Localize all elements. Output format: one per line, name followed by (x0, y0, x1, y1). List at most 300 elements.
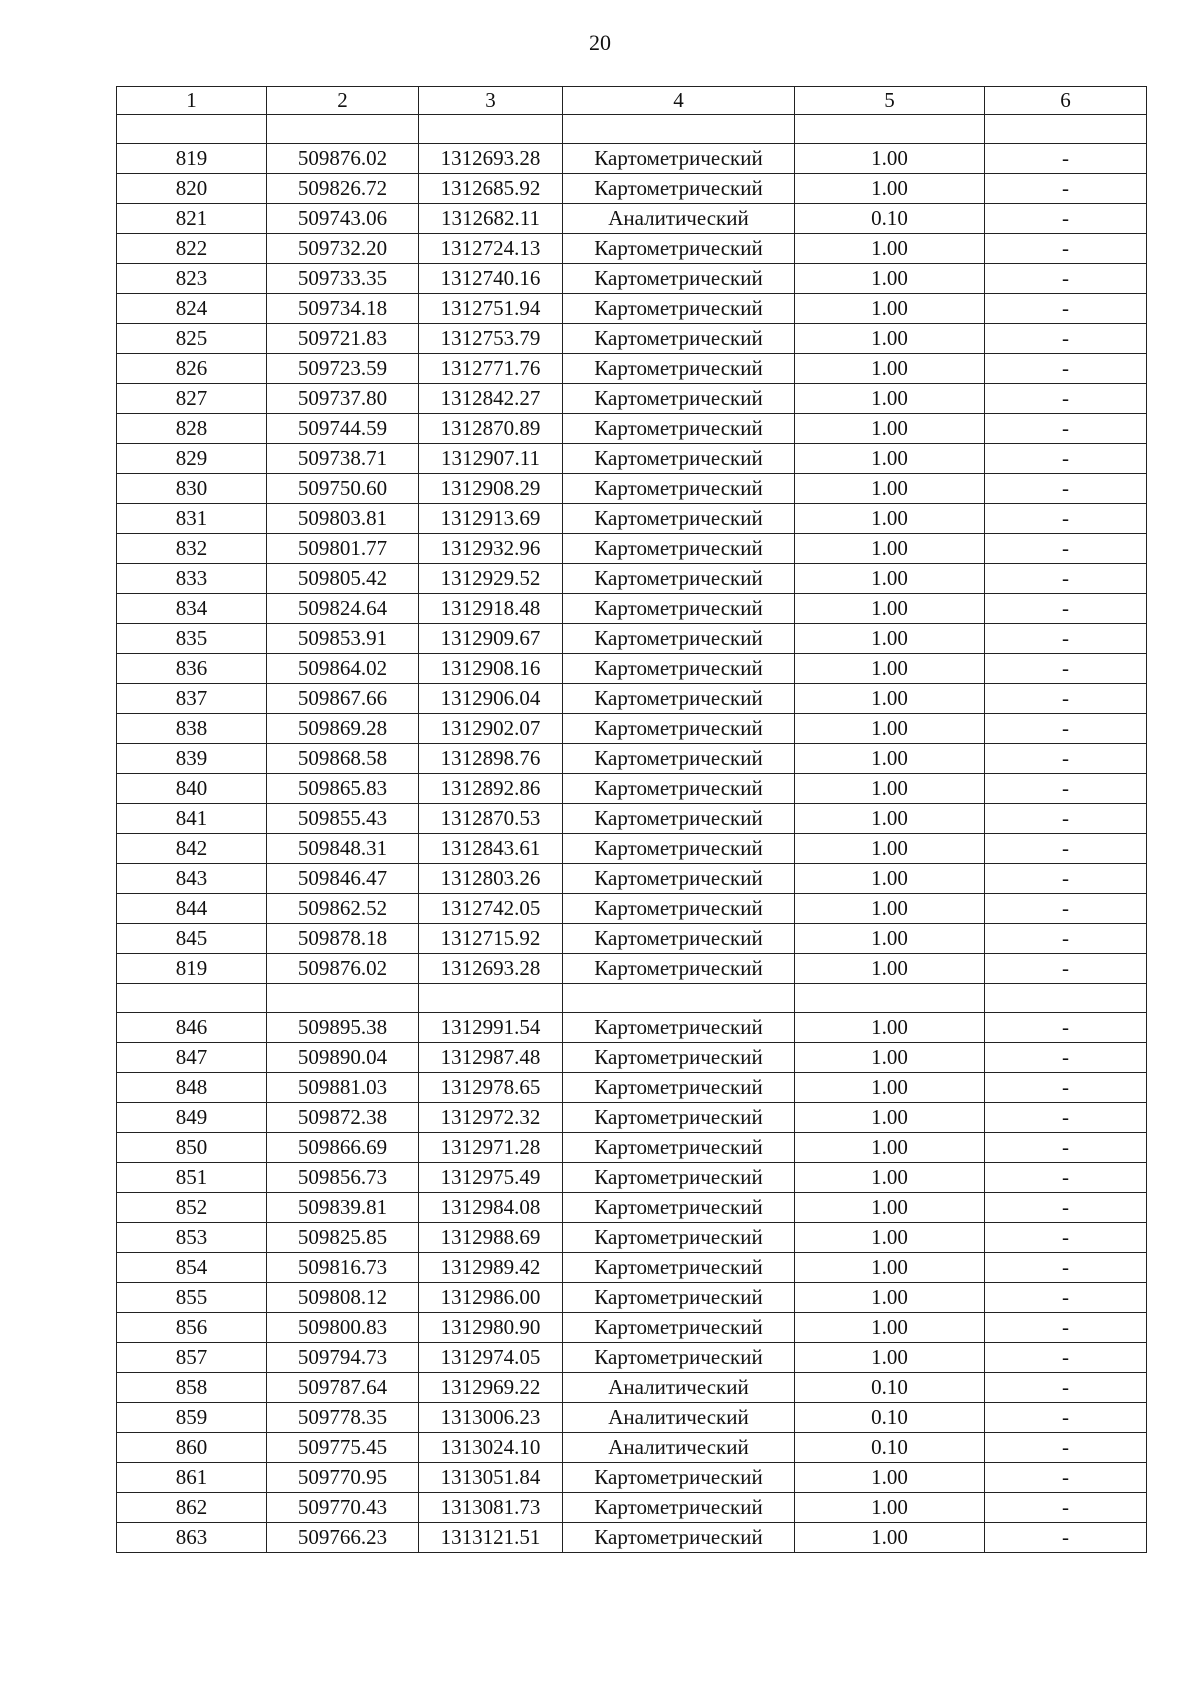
description-cell: - (985, 384, 1147, 414)
description-cell: - (985, 534, 1147, 564)
y-coordinate-cell: 1312724.13 (419, 234, 563, 264)
accuracy-cell: 1.00 (795, 174, 985, 204)
y-coordinate-cell: 1312908.16 (419, 654, 563, 684)
coordinates-table (116, 86, 1147, 1553)
point-number-cell: 832 (117, 534, 267, 564)
method-cell: Картометрический (563, 1013, 795, 1043)
empty-cell (795, 984, 985, 1013)
description-cell: - (985, 1313, 1147, 1343)
point-number-cell: 822 (117, 234, 267, 264)
point-number-cell: 819 (117, 144, 267, 174)
x-coordinate-cell: 509734.18 (267, 294, 419, 324)
table-row (117, 924, 1147, 954)
method-cell: Картометрический (563, 174, 795, 204)
point-number-cell: 839 (117, 744, 267, 774)
y-coordinate-cell: 1313051.84 (419, 1463, 563, 1493)
method-cell: Картометрический (563, 504, 795, 534)
x-coordinate-cell: 509738.71 (267, 444, 419, 474)
accuracy-cell: 1.00 (795, 744, 985, 774)
accuracy-cell: 1.00 (795, 444, 985, 474)
description-cell: - (985, 1493, 1147, 1523)
description-cell: - (985, 444, 1147, 474)
method-cell: Аналитический (563, 1373, 795, 1403)
method-cell: Картометрический (563, 654, 795, 684)
table-row (117, 744, 1147, 774)
description-cell: - (985, 144, 1147, 174)
x-coordinate-cell: 509866.69 (267, 1133, 419, 1163)
table-row (117, 594, 1147, 624)
point-number-cell: 845 (117, 924, 267, 954)
description-cell: - (985, 624, 1147, 654)
point-number-cell: 859 (117, 1403, 267, 1433)
accuracy-cell: 1.00 (795, 534, 985, 564)
y-coordinate-cell: 1312892.86 (419, 774, 563, 804)
y-coordinate-cell: 1312771.76 (419, 354, 563, 384)
y-coordinate-cell: 1312685.92 (419, 174, 563, 204)
point-number-cell: 856 (117, 1313, 267, 1343)
table-row (117, 1163, 1147, 1193)
x-coordinate-cell: 509721.83 (267, 324, 419, 354)
table-row (117, 1523, 1147, 1553)
table-row (117, 174, 1147, 204)
x-coordinate-cell: 509848.31 (267, 834, 419, 864)
point-number-cell: 862 (117, 1493, 267, 1523)
table-row (117, 864, 1147, 894)
x-coordinate-cell: 509826.72 (267, 174, 419, 204)
y-coordinate-cell: 1312682.11 (419, 204, 563, 234)
point-number-cell: 836 (117, 654, 267, 684)
y-coordinate-cell: 1312842.27 (419, 384, 563, 414)
method-cell: Картометрический (563, 234, 795, 264)
method-cell: Картометрический (563, 834, 795, 864)
table-row (117, 684, 1147, 714)
y-coordinate-cell: 1312975.49 (419, 1163, 563, 1193)
y-coordinate-cell: 1312693.28 (419, 144, 563, 174)
point-number-cell: 842 (117, 834, 267, 864)
section-separator-row (117, 984, 1147, 1013)
accuracy-cell: 0.10 (795, 204, 985, 234)
method-cell: Картометрический (563, 684, 795, 714)
y-coordinate-cell: 1312989.42 (419, 1253, 563, 1283)
table-row (117, 204, 1147, 234)
point-number-cell: 837 (117, 684, 267, 714)
point-number-cell: 851 (117, 1163, 267, 1193)
y-coordinate-cell: 1312870.89 (419, 414, 563, 444)
method-cell: Картометрический (563, 804, 795, 834)
y-coordinate-cell: 1312906.04 (419, 684, 563, 714)
header-cell-2: 2 (267, 87, 419, 115)
y-coordinate-cell: 1312740.16 (419, 264, 563, 294)
method-cell: Картометрический (563, 384, 795, 414)
x-coordinate-cell: 509743.06 (267, 204, 419, 234)
point-number-cell: 863 (117, 1523, 267, 1553)
coordinates-table-body (117, 87, 1147, 1553)
description-cell: - (985, 474, 1147, 504)
description-cell: - (985, 1523, 1147, 1553)
method-cell: Картометрический (563, 1463, 795, 1493)
method-cell: Картометрический (563, 444, 795, 474)
x-coordinate-cell: 509878.18 (267, 924, 419, 954)
description-cell: - (985, 684, 1147, 714)
description-cell: - (985, 414, 1147, 444)
x-coordinate-cell: 509876.02 (267, 954, 419, 984)
empty-cell (267, 984, 419, 1013)
x-coordinate-cell: 509867.66 (267, 684, 419, 714)
x-coordinate-cell: 509737.80 (267, 384, 419, 414)
accuracy-cell: 1.00 (795, 774, 985, 804)
point-number-cell: 841 (117, 804, 267, 834)
accuracy-cell: 1.00 (795, 414, 985, 444)
method-cell: Картометрический (563, 1193, 795, 1223)
description-cell: - (985, 1463, 1147, 1493)
y-coordinate-cell: 1312984.08 (419, 1193, 563, 1223)
x-coordinate-cell: 509805.42 (267, 564, 419, 594)
y-coordinate-cell: 1312991.54 (419, 1013, 563, 1043)
description-cell: - (985, 834, 1147, 864)
empty-cell (117, 115, 267, 144)
accuracy-cell: 1.00 (795, 564, 985, 594)
point-number-cell: 827 (117, 384, 267, 414)
point-number-cell: 861 (117, 1463, 267, 1493)
accuracy-cell: 1.00 (795, 1523, 985, 1553)
method-cell: Картометрический (563, 1493, 795, 1523)
empty-cell (795, 115, 985, 144)
method-cell: Картометрический (563, 534, 795, 564)
method-cell: Картометрический (563, 294, 795, 324)
x-coordinate-cell: 509864.02 (267, 654, 419, 684)
header-cell-3: 3 (419, 87, 563, 115)
table-row (117, 1133, 1147, 1163)
point-number-cell: 823 (117, 264, 267, 294)
x-coordinate-cell: 509770.43 (267, 1493, 419, 1523)
empty-cell (419, 984, 563, 1013)
x-coordinate-cell: 509744.59 (267, 414, 419, 444)
y-coordinate-cell: 1313024.10 (419, 1433, 563, 1463)
accuracy-cell: 1.00 (795, 144, 985, 174)
method-cell: Картометрический (563, 564, 795, 594)
accuracy-cell: 1.00 (795, 1313, 985, 1343)
point-number-cell: 831 (117, 504, 267, 534)
y-coordinate-cell: 1312751.94 (419, 294, 563, 324)
description-cell: - (985, 1103, 1147, 1133)
table-row (117, 1493, 1147, 1523)
description-cell: - (985, 264, 1147, 294)
point-number-cell: 847 (117, 1043, 267, 1073)
method-cell: Картометрический (563, 894, 795, 924)
point-number-cell: 857 (117, 1343, 267, 1373)
description-cell: - (985, 234, 1147, 264)
x-coordinate-cell: 509733.35 (267, 264, 419, 294)
accuracy-cell: 1.00 (795, 324, 985, 354)
table-row (117, 1343, 1147, 1373)
point-number-cell: 855 (117, 1283, 267, 1313)
method-cell: Картометрический (563, 324, 795, 354)
table-row (117, 1043, 1147, 1073)
table-row (117, 264, 1147, 294)
accuracy-cell: 1.00 (795, 294, 985, 324)
point-number-cell: 858 (117, 1373, 267, 1403)
y-coordinate-cell: 1312988.69 (419, 1223, 563, 1253)
header-cell-5: 5 (795, 87, 985, 115)
y-coordinate-cell: 1312909.67 (419, 624, 563, 654)
table-row (117, 324, 1147, 354)
header-cell-1: 1 (117, 87, 267, 115)
accuracy-cell: 1.00 (795, 1163, 985, 1193)
x-coordinate-cell: 509839.81 (267, 1193, 419, 1223)
method-cell: Картометрический (563, 144, 795, 174)
method-cell: Картометрический (563, 1523, 795, 1553)
point-number-cell: 835 (117, 624, 267, 654)
point-number-cell: 819 (117, 954, 267, 984)
x-coordinate-cell: 509846.47 (267, 864, 419, 894)
method-cell: Картометрический (563, 1043, 795, 1073)
accuracy-cell: 1.00 (795, 1043, 985, 1073)
x-coordinate-cell: 509881.03 (267, 1073, 419, 1103)
description-cell: - (985, 1223, 1147, 1253)
accuracy-cell: 1.00 (795, 894, 985, 924)
method-cell: Аналитический (563, 1433, 795, 1463)
header-row (117, 87, 1147, 115)
y-coordinate-cell: 1312902.07 (419, 714, 563, 744)
x-coordinate-cell: 509766.23 (267, 1523, 419, 1553)
y-coordinate-cell: 1312932.96 (419, 534, 563, 564)
empty-cell (267, 115, 419, 144)
y-coordinate-cell: 1312980.90 (419, 1313, 563, 1343)
description-cell: - (985, 1433, 1147, 1463)
accuracy-cell: 1.00 (795, 1073, 985, 1103)
method-cell: Картометрический (563, 864, 795, 894)
accuracy-cell: 1.00 (795, 1253, 985, 1283)
description-cell: - (985, 1043, 1147, 1073)
accuracy-cell: 1.00 (795, 684, 985, 714)
point-number-cell: 826 (117, 354, 267, 384)
accuracy-cell: 1.00 (795, 1463, 985, 1493)
method-cell: Картометрический (563, 264, 795, 294)
x-coordinate-cell: 509750.60 (267, 474, 419, 504)
table-row (117, 144, 1147, 174)
method-cell: Картометрический (563, 624, 795, 654)
accuracy-cell: 1.00 (795, 834, 985, 864)
method-cell: Картометрический (563, 1223, 795, 1253)
x-coordinate-cell: 509865.83 (267, 774, 419, 804)
description-cell: - (985, 1193, 1147, 1223)
accuracy-cell: 1.00 (795, 264, 985, 294)
y-coordinate-cell: 1312974.05 (419, 1343, 563, 1373)
x-coordinate-cell: 509853.91 (267, 624, 419, 654)
x-coordinate-cell: 509862.52 (267, 894, 419, 924)
x-coordinate-cell: 509787.64 (267, 1373, 419, 1403)
point-number-cell: 838 (117, 714, 267, 744)
x-coordinate-cell: 509825.85 (267, 1223, 419, 1253)
y-coordinate-cell: 1313081.73 (419, 1493, 563, 1523)
y-coordinate-cell: 1312907.11 (419, 444, 563, 474)
x-coordinate-cell: 509869.28 (267, 714, 419, 744)
method-cell: Аналитический (563, 204, 795, 234)
description-cell: - (985, 1073, 1147, 1103)
x-coordinate-cell: 509868.58 (267, 744, 419, 774)
method-cell: Картометрический (563, 744, 795, 774)
table-row (117, 894, 1147, 924)
point-number-cell: 852 (117, 1193, 267, 1223)
y-coordinate-cell: 1312803.26 (419, 864, 563, 894)
y-coordinate-cell: 1312978.65 (419, 1073, 563, 1103)
empty-cell (563, 115, 795, 144)
table-row (117, 474, 1147, 504)
table-row (117, 1223, 1147, 1253)
y-coordinate-cell: 1312715.92 (419, 924, 563, 954)
empty-cell (985, 115, 1147, 144)
y-coordinate-cell: 1313006.23 (419, 1403, 563, 1433)
method-cell: Картометрический (563, 1313, 795, 1343)
description-cell: - (985, 804, 1147, 834)
accuracy-cell: 1.00 (795, 1343, 985, 1373)
point-number-cell: 844 (117, 894, 267, 924)
method-cell: Картометрический (563, 1103, 795, 1133)
accuracy-cell: 1.00 (795, 354, 985, 384)
description-cell: - (985, 174, 1147, 204)
point-number-cell: 834 (117, 594, 267, 624)
y-coordinate-cell: 1312870.53 (419, 804, 563, 834)
accuracy-cell: 1.00 (795, 594, 985, 624)
x-coordinate-cell: 509855.43 (267, 804, 419, 834)
accuracy-cell: 1.00 (795, 804, 985, 834)
description-cell: - (985, 354, 1147, 384)
accuracy-cell: 1.00 (795, 234, 985, 264)
accuracy-cell: 1.00 (795, 864, 985, 894)
description-cell: - (985, 954, 1147, 984)
method-cell: Картометрический (563, 474, 795, 504)
description-cell: - (985, 204, 1147, 234)
description-cell: - (985, 774, 1147, 804)
description-cell: - (985, 1283, 1147, 1313)
table-row (117, 804, 1147, 834)
x-coordinate-cell: 509800.83 (267, 1313, 419, 1343)
description-cell: - (985, 1163, 1147, 1193)
y-coordinate-cell: 1312753.79 (419, 324, 563, 354)
description-cell: - (985, 924, 1147, 954)
point-number-cell: 833 (117, 564, 267, 594)
accuracy-cell: 0.10 (795, 1433, 985, 1463)
table-row (117, 414, 1147, 444)
method-cell: Картометрический (563, 1133, 795, 1163)
y-coordinate-cell: 1312972.32 (419, 1103, 563, 1133)
description-cell: - (985, 864, 1147, 894)
description-cell: - (985, 324, 1147, 354)
method-cell: Картометрический (563, 1253, 795, 1283)
point-number-cell: 824 (117, 294, 267, 324)
method-cell: Картометрический (563, 414, 795, 444)
table-row (117, 384, 1147, 414)
x-coordinate-cell: 509824.64 (267, 594, 419, 624)
accuracy-cell: 1.00 (795, 474, 985, 504)
table-row (117, 1283, 1147, 1313)
description-cell: - (985, 504, 1147, 534)
table-row (117, 1373, 1147, 1403)
empty-cell (563, 984, 795, 1013)
accuracy-cell: 0.10 (795, 1373, 985, 1403)
description-cell: - (985, 294, 1147, 324)
table-row (117, 1013, 1147, 1043)
accuracy-cell: 1.00 (795, 384, 985, 414)
point-number-cell: 843 (117, 864, 267, 894)
x-coordinate-cell: 509895.38 (267, 1013, 419, 1043)
table-row (117, 534, 1147, 564)
method-cell: Картометрический (563, 954, 795, 984)
y-coordinate-cell: 1313121.51 (419, 1523, 563, 1553)
empty-cell (419, 115, 563, 144)
description-cell: - (985, 714, 1147, 744)
y-coordinate-cell: 1312987.48 (419, 1043, 563, 1073)
accuracy-cell: 1.00 (795, 954, 985, 984)
method-cell: Картометрический (563, 1073, 795, 1103)
method-cell: Картометрический (563, 594, 795, 624)
page-number: 20 (589, 30, 611, 55)
point-number-cell: 828 (117, 414, 267, 444)
table-row (117, 564, 1147, 594)
point-number-cell: 846 (117, 1013, 267, 1043)
y-coordinate-cell: 1312918.48 (419, 594, 563, 624)
y-coordinate-cell: 1312843.61 (419, 834, 563, 864)
table-row (117, 774, 1147, 804)
table-row (117, 954, 1147, 984)
method-cell: Картометрический (563, 774, 795, 804)
accuracy-cell: 1.00 (795, 624, 985, 654)
x-coordinate-cell: 509856.73 (267, 1163, 419, 1193)
point-number-cell: 820 (117, 174, 267, 204)
x-coordinate-cell: 509803.81 (267, 504, 419, 534)
point-number-cell: 825 (117, 324, 267, 354)
header-cell-4: 4 (563, 87, 795, 115)
x-coordinate-cell: 509816.73 (267, 1253, 419, 1283)
y-coordinate-cell: 1312913.69 (419, 504, 563, 534)
method-cell: Картометрический (563, 354, 795, 384)
accuracy-cell: 1.00 (795, 924, 985, 954)
table-row (117, 234, 1147, 264)
y-coordinate-cell: 1312742.05 (419, 894, 563, 924)
accuracy-cell: 1.00 (795, 1103, 985, 1133)
y-coordinate-cell: 1312929.52 (419, 564, 563, 594)
y-coordinate-cell: 1312971.28 (419, 1133, 563, 1163)
method-cell: Аналитический (563, 1403, 795, 1433)
x-coordinate-cell: 509808.12 (267, 1283, 419, 1313)
description-cell: - (985, 744, 1147, 774)
table-row (117, 834, 1147, 864)
table-row (117, 1193, 1147, 1223)
empty-cell (985, 984, 1147, 1013)
accuracy-cell: 1.00 (795, 1493, 985, 1523)
accuracy-cell: 1.00 (795, 654, 985, 684)
section-separator-row (117, 115, 1147, 144)
table-row (117, 1103, 1147, 1133)
description-cell: - (985, 1343, 1147, 1373)
accuracy-cell: 0.10 (795, 1403, 985, 1433)
table-row (117, 294, 1147, 324)
y-coordinate-cell: 1312986.00 (419, 1283, 563, 1313)
x-coordinate-cell: 509775.45 (267, 1433, 419, 1463)
y-coordinate-cell: 1312908.29 (419, 474, 563, 504)
table-row (117, 1433, 1147, 1463)
accuracy-cell: 1.00 (795, 1283, 985, 1313)
table-row (117, 1403, 1147, 1433)
accuracy-cell: 1.00 (795, 714, 985, 744)
point-number-cell: 853 (117, 1223, 267, 1253)
table-row (117, 654, 1147, 684)
accuracy-cell: 1.00 (795, 1013, 985, 1043)
point-number-cell: 848 (117, 1073, 267, 1103)
method-cell: Картометрический (563, 1343, 795, 1373)
method-cell: Картометрический (563, 1163, 795, 1193)
point-number-cell: 829 (117, 444, 267, 474)
